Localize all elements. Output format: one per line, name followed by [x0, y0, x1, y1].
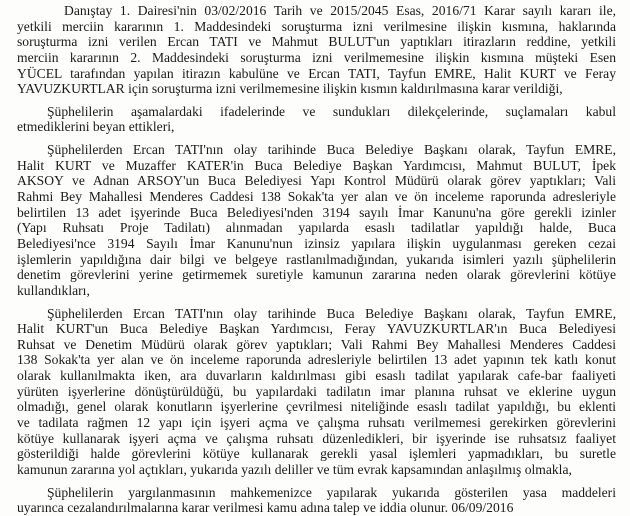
text-line: gösterildiği halde görevlerini kötüye kullanarak gerekli yasal işlemleri yapmadıkları, bu suretle	[17, 446, 616, 462]
text-line: 138 Sokak'ta yer alan ve ön inceleme raporunda adresleriyle belirtilen 13 adet yapının tek katlı konut	[17, 352, 616, 368]
paragraph	[17, 3, 616, 97]
text-line: kullandıkları,	[17, 282, 90, 298]
text-line: Ruhsat ve Denetim Müdürü olarak görev yaptıkları; Vali Rahmi Bey Mahallesi Menderes Caddesi	[17, 336, 616, 352]
text-line: Danıştay 1. Dairesi'nin 03/02/2016 Tarih ve 2015/2045 Esas, 2016/71 Karar sayılı kararı ile,	[64, 3, 616, 18]
text-line: uyarınca cezalandırılmalarına karar verilmesi kamu adına talep ve iddia olunur. 06/09/2016	[17, 500, 514, 516]
text-line: işlemlerin yapıldığına dair bilgi ve belgeye rastlanılmadığından, yukarıda isimleri yazılı şüphelilerin	[17, 251, 616, 267]
text-line: kötüye kullanarak işyeri açma ve çalışma ruhsatı düzenledikleri, bir işyerinde ise ruhsatsız faaliyet	[17, 430, 616, 446]
paragraph-gap	[17, 299, 616, 306]
text-line: yürüten işyerlerine dönüştürüldüğü, bu yapılardaki tadilatın imar planına ruhsat ve eklerine uygun	[17, 383, 616, 399]
paragraph	[17, 306, 616, 478]
text-line: etmediklerini beyan ettikleri,	[17, 119, 175, 135]
text-line: YAVUZKURTLAR için soruşturma izni verilmemesine ilişkin kısmın kaldırılmasına karar verildiği,	[17, 81, 563, 97]
text-line: ve tadilata rağmen 12 yapı için işyeri açma ve çalışma ruhsatı verilmemesi gerekirken görevlerini	[17, 415, 616, 431]
text-line: Şüphelilerin yargılanmasının mahkemenizce yapılarak yukarıda gösterilen yasa maddeleri	[47, 484, 616, 500]
text-line: denetim görevlerini yerine getirmemek suretiyle kamunun zararına neden olarak görevlerini kötüye	[17, 267, 616, 283]
paragraph-gap	[17, 135, 616, 142]
text-line: Rahmi Bey Mahallesi Menderes Caddesi 138 Sokak'ta yer alan ve ön inceleme raporunda adresleriyle	[17, 189, 616, 205]
text-line: olmadığı, genel olarak konutların işyerlerine çevrilmesi niteliğinde esaslı tadilat yapıldığı, bu eklenti	[17, 399, 616, 415]
text-line: YÜCEL tarafından yapılan itirazın kabulüne ve Ercan TATI, Tayfun EMRE, Halit KURT ve Feray	[17, 65, 616, 81]
paragraph	[17, 485, 616, 516]
text-line: Halit KURT'un Buca Belediye Başkan Yardımcısı, Feray YAVUZKURTLAR'ın Buca Belediyesi	[17, 321, 616, 337]
text-line: (Yapı Ruhsatı Proje Tadilatı) alınmadan yapılarda esaslı tadilatlar yapıldığı halde, Buca	[17, 220, 616, 236]
text-line: Şüphelilerden Ercan TATI'nın olay tarihinde Buca Belediye Başkanı olarak, Tayfun EMRE,	[47, 142, 616, 158]
text-line: AKSOY ve Adnan ARSOY'un Buca Belediyesi Yapı Kontrol Müdürü olarak görev yaptıkları; Vali	[17, 173, 616, 189]
paragraph	[17, 142, 616, 298]
text-line: Şüphelilerin aşamalardaki ifadelerinde ve sundukları dilekçelerinde, suçlamaları kabul	[47, 103, 616, 119]
text-line: yetkili merciin kararının 1. Maddesindeki soruşturma izni verilmesine ilişkin kısmına, haklarında	[17, 18, 616, 34]
paragraph	[17, 104, 616, 135]
text-line: olarak kullanılmakta iken, ara duvarların kaldırılması gibi esaslı tadilat yapılarak cafe-bar faaliyeti	[17, 368, 616, 384]
text-line: soruşturma izni verilen Ercan TATI ve Mahmut BULUT'un yaptıkları itirazların reddine, yetkili	[17, 34, 616, 50]
paragraph-gap	[17, 97, 616, 104]
text-line: kamunun zararına yol açtıkları, yukarıda yazılı deliller ve tüm evrak kapsamından anlaşılmış olmakla,	[17, 461, 572, 477]
text-line: Şüphelilerden Ercan TATI'nın olay tarihinde Buca Belediye Başkanı olarak, Tayfun EMRE,	[47, 305, 616, 321]
text-line: belirtilen 13 adet işyerinde Buca Belediyesi'nden 3194 sayılı İmar Kanunu'na göre gerekli izinler	[17, 204, 616, 220]
paragraph-gap	[17, 478, 616, 485]
text-line: Halit KURT ve Muzaffer KATER'in Buca Belediye Başkan Yardımcısı, Mahmut BULUT, İpek	[17, 157, 616, 173]
text-line: Belediyesi'nce 3194 Sayılı İmar Kanunu'nun izinsiz yapılara ilişkin uygulanması gereken cezai	[17, 235, 616, 251]
text-line: merciin kararının 2. Maddesindeki soruşturma izni verilmemesine ilişkin kısmına müşteki Esen	[17, 49, 616, 65]
